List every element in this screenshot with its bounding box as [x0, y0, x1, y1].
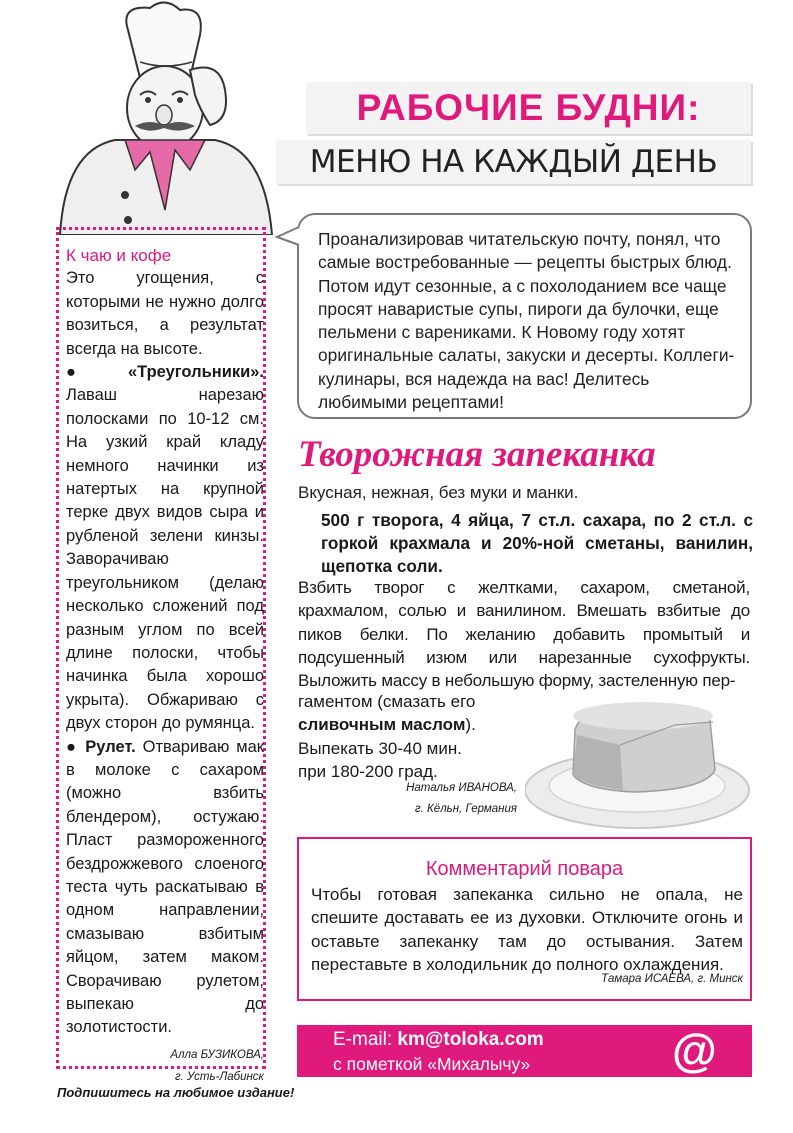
email-link[interactable]: km@toloka.com: [397, 1029, 544, 1050]
contact-email-line: [333, 1029, 544, 1051]
chef-comment-signature: Тамара ИСАЕВА, г. Минск: [601, 973, 743, 985]
chef-illustration: [40, 0, 280, 235]
page-subtitle: МЕНЮ НА КАЖДЫЙ ДЕНЬ: [309, 144, 718, 180]
sidebar-city: г. Усть-Лабинск: [174, 1070, 264, 1083]
recipe-method-line-c: Выпекать 30-40 мин.: [298, 738, 462, 758]
recipe-method-line-a: гаментом (смазать его: [298, 692, 476, 711]
casserole-image: [525, 690, 755, 840]
recipe-ingredients: 500 г творога, 4 яйца, 7 ст.л. сахара, по 2 ст.л. с горкой крахмала и 20%-ной сметаны, ванилин, щепотка соли.: [321, 510, 753, 576]
sidebar-item-1-title: «Треугольники».: [127, 363, 264, 382]
recipe-author: Наталья ИВАНОВА,: [406, 782, 517, 794]
contact-note: с пометкой «Михалычу»: [333, 1054, 531, 1074]
recipe-method-end: [298, 690, 528, 783]
bubble-text: Проанализировав читательскую почту, понял, что самые востребованные — рецепты быстрых блюд. Потом идут сезонные, а с похолоданием все чаще просят наваристые супы, пироги да булочки, еще пельмени с варениками. К Новому году хотят оригинальные салаты, закуски и десерты. Коллеги-кулинары, вся надежда на вас! Делитесь любимыми рецептами!: [318, 229, 735, 413]
at-icon: @: [672, 1024, 717, 1076]
subscribe-footer: Подпишитесь на любимое издание!: [57, 1085, 295, 1100]
recipe-method-line-b: [298, 713, 528, 736]
recipe-signature: [330, 778, 517, 820]
sidebar-author: Алла БУЗИКОВА,: [170, 1048, 264, 1061]
sidebar-column: [66, 244, 264, 1088]
header-title-banner: [306, 82, 751, 134]
sidebar-item-2: ● Рулет. Отвариваю мак в молоке с сахаром (можно взбить блендером), остужаю. Пласт размороженного бездрожжевого слоеного теста чуть раскатываю в одном направлении, смазываю взбитым яйцом, затем маком. Сворачиваю рулетом, выпекаю до золотистости.: [66, 737, 264, 1037]
chef-comment-text: Чтобы готовая запеканка сильно не опала, не спешите доставать ее из духовки. Отключите огонь и оставьте запеканку там до остывания. Затем переставьте в холодильник до полного охлаждения.: [311, 885, 743, 974]
sidebar-intro: Это угощения, с которыми не нужно долго возиться, а результат всегда на высоте.: [66, 269, 264, 358]
header-subtitle-banner: [276, 140, 751, 184]
sidebar-item-1-text: Лаваш нарезаю полосками по 10-12 см. На узкий край кладу немного начинки из натертых на крупной терке двух видов сыра и рубленой зелени кинзы. Заворачиваю треугольником (делаю несколько сложений под разным углом по всей длине полоски, чтобы начинка была хорошо укрыта). Обжариваю с двух сторон до румянца.: [66, 386, 264, 733]
page-title: РАБОЧИЕ БУДНИ:: [356, 87, 701, 128]
speech-bubble-tail: [275, 225, 301, 247]
sidebar-heading: К чаю и кофе: [66, 246, 172, 265]
recipe-method: Взбить творог с желтками, сахаром, сметаной, крахмалом, солью и ванилином. Вмешать взбитые до пиков белки. По желанию добавить промытый и подсушенный изюм или нарезанные сухофрукты. Выложить массу в небольшую форму, застеленную пер-: [298, 578, 750, 691]
recipe-method-line-d: при 180-200 град.: [298, 761, 438, 781]
recipe-subtitle: Вкусная, нежная, без муки и манки.: [298, 483, 579, 502]
sidebar-item-2-title: Рулет.: [85, 737, 136, 756]
recipe-city: г. Кёльн, Германия: [414, 803, 517, 815]
chef-comment-heading: Комментарий повара: [425, 858, 624, 880]
recipe-method-bold: сливочным маслом: [298, 715, 466, 735]
recipe-title: Творожная запеканка: [298, 434, 656, 475]
sidebar-item-1: ● «Треугольники». Лаваш нарезаю полосками по 10-12 см. На узкий край кладу немного начинки из натертых на крупной терке двух видов сыра и рубленой зелени кинзы. Заворачиваю треугольником (делаю несколько сложений под разным углом по всей длине полоски, чтобы начинка была хорошо укрыта). Обжариваю с двух сторон до румянца.: [66, 363, 264, 733]
sidebar-item-2-text: Отвариваю мак в молоке с сахаром (можно взбить блендером), остужаю. Пласт размороженного бездрожжевого слоеного теста чуть раскатываю в одном направлении, смазываю взбитым яйцом, затем маком. Сворачиваю рулетом, выпекаю до золотистости.: [66, 737, 264, 1037]
recipe-method-bold-after: ).: [465, 715, 476, 735]
email-label: E-mail:: [333, 1029, 398, 1050]
sidebar-signature: [66, 1044, 264, 1088]
